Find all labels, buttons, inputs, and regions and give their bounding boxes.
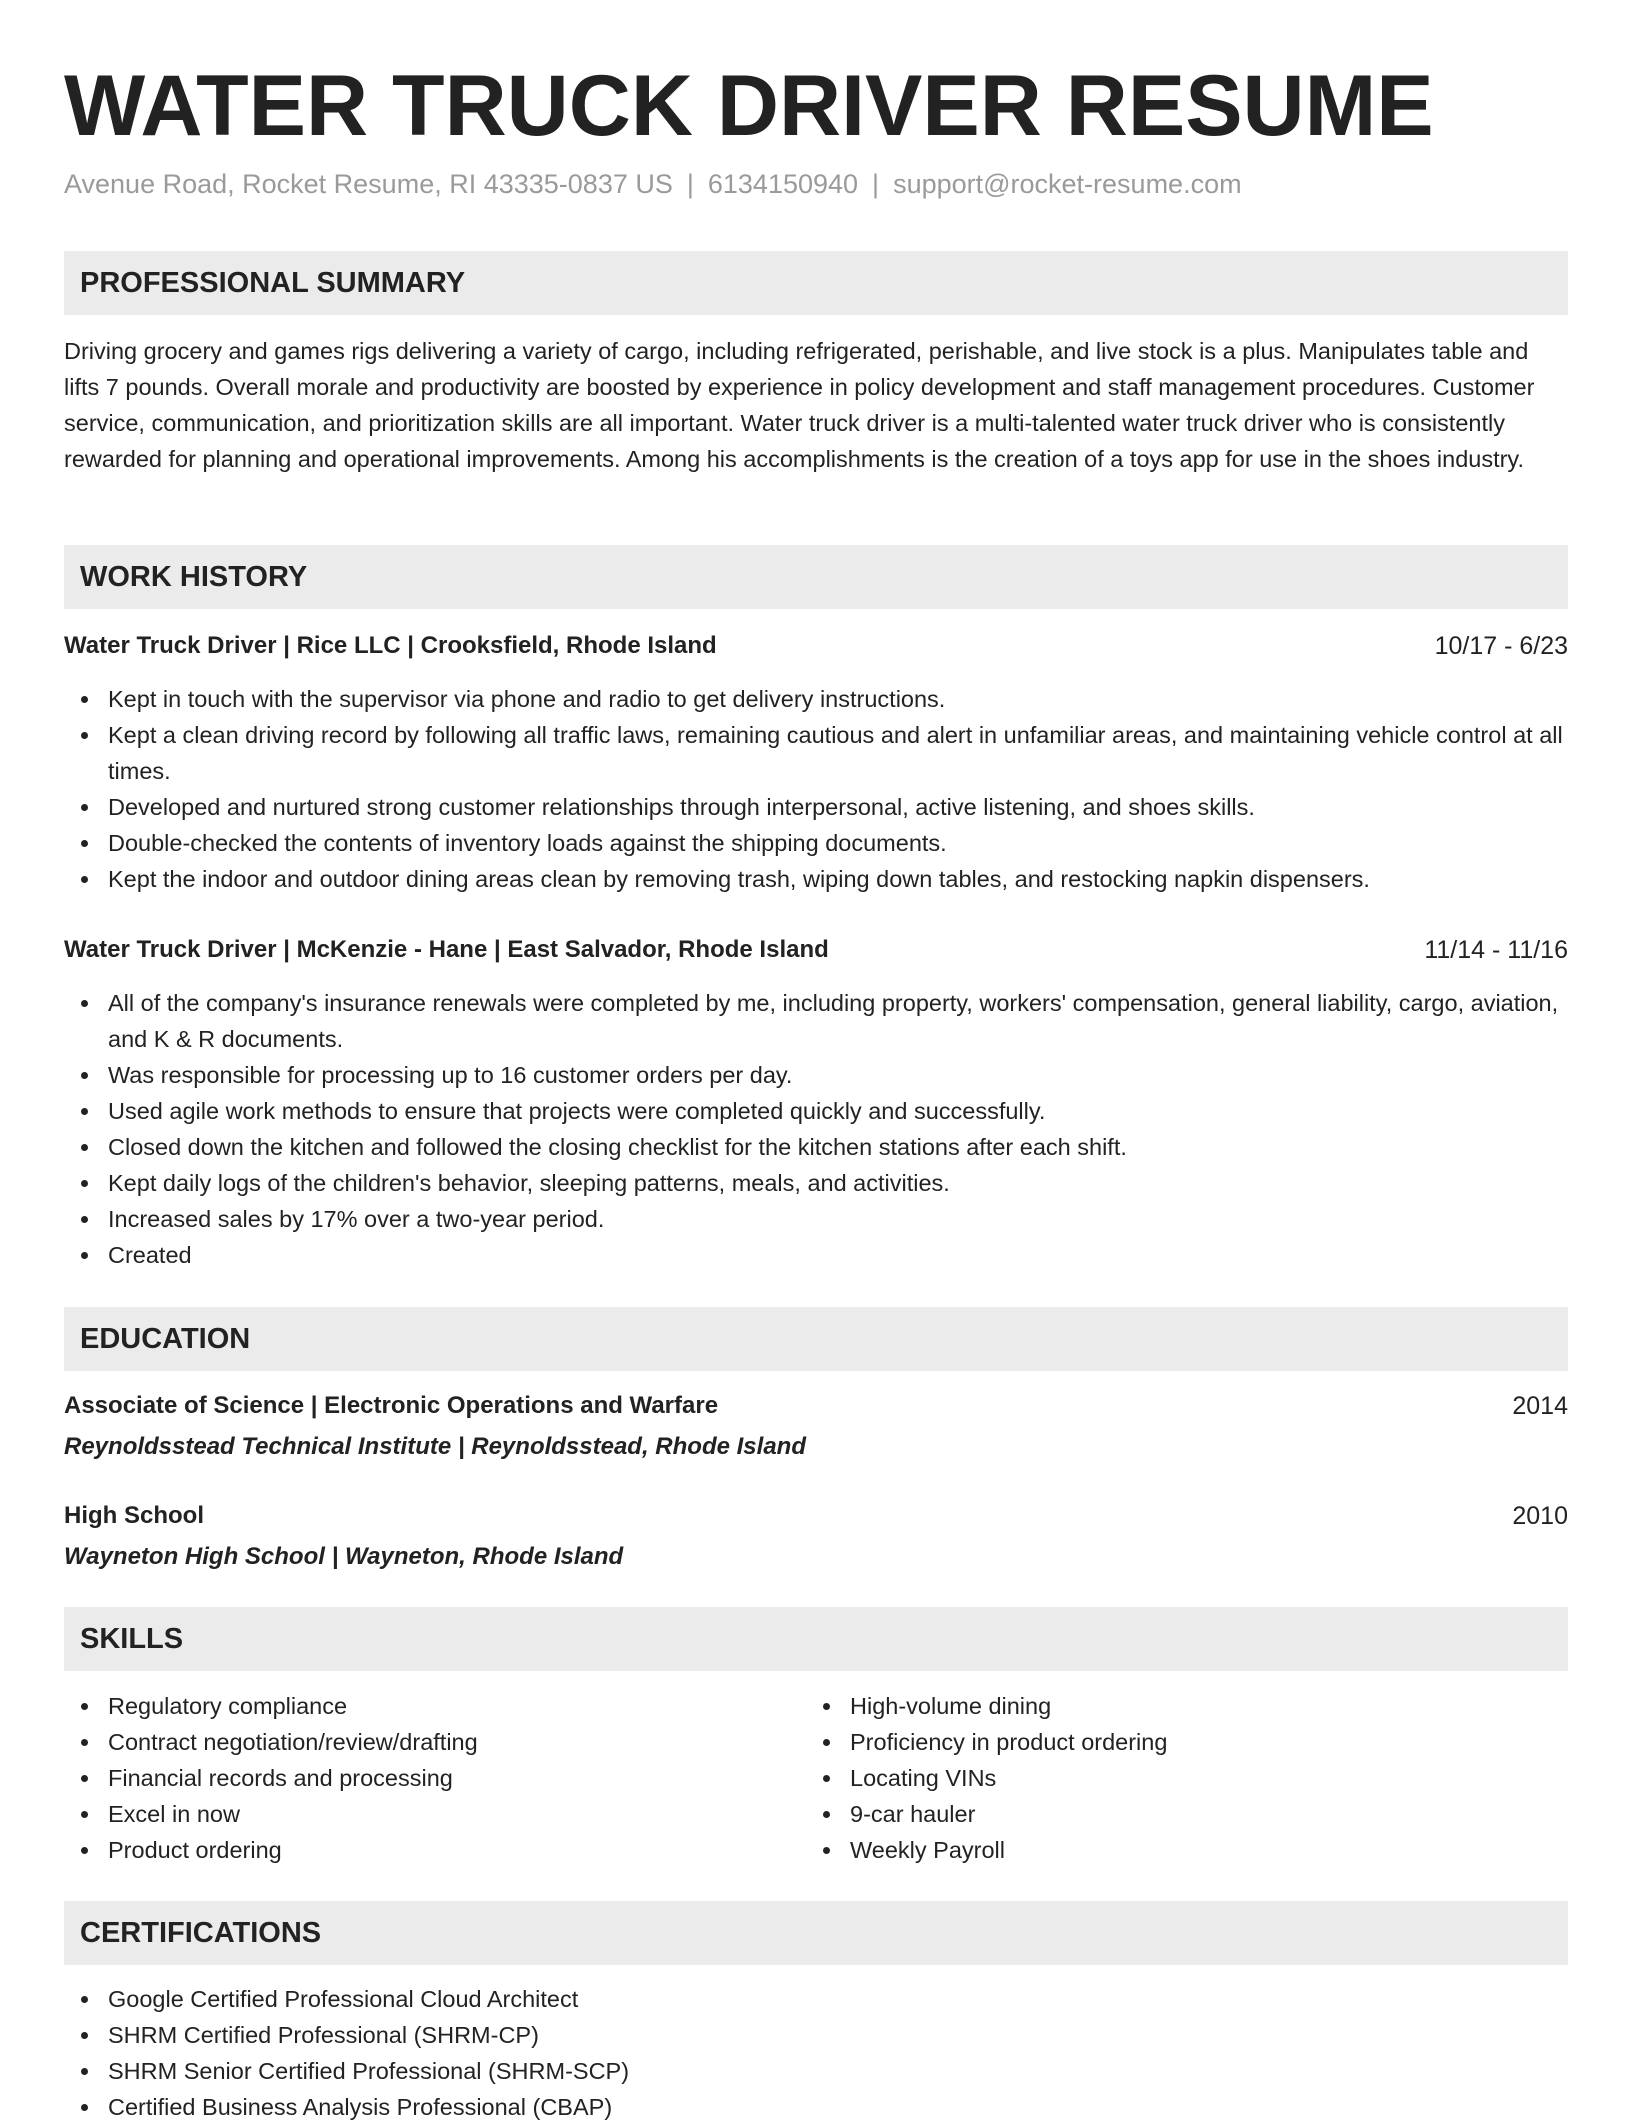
list-item: Certified Business Analysis Professional (CBAP) [64, 2089, 1568, 2125]
job-bullets [64, 681, 1568, 897]
section-title-skills: SKILLS [80, 1623, 184, 1655]
skills-list-left [64, 1688, 806, 1868]
list-item: Contract negotiation/review/drafting [64, 1724, 806, 1760]
contact-address: Avenue Road, Rocket Resume, RI 43335-0837 US [64, 169, 673, 199]
graduation-year: 2014 [1512, 1392, 1568, 1420]
job-header [64, 932, 1568, 968]
education-header [64, 1388, 1568, 1424]
section-title-work: WORK HISTORY [80, 561, 308, 593]
section-title-summary: PROFESSIONAL SUMMARY [80, 267, 466, 299]
section-header-education [64, 1307, 1568, 1371]
contact-phone: 6134150940 [707, 169, 859, 199]
list-item: SHRM Certified Professional (SHRM-CP) [64, 2017, 1568, 2053]
list-item: Used agile work methods to ensure that projects were completed quickly and successfully. [64, 1093, 1568, 1129]
list-item: High-volume dining [806, 1688, 1568, 1724]
job-dates: 11/14 - 11/16 [1424, 936, 1568, 964]
job-dates: 10/17 - 6/23 [1434, 632, 1568, 660]
graduation-year: 2010 [1512, 1502, 1568, 1530]
list-item: Product ordering [64, 1832, 806, 1868]
job-bullets [64, 985, 1568, 1273]
contact-separator: | [872, 169, 880, 199]
list-item: Regulatory compliance [64, 1688, 806, 1724]
contact-line [64, 166, 1242, 202]
job-title: Water Truck Driver | Rice LLC | Crooksfield, Rhode Island [64, 632, 717, 659]
list-item: Increased sales by 17% over a two-year period. [64, 1201, 1568, 1237]
section-title-education: EDUCATION [80, 1323, 251, 1355]
list-item: Excel in now [64, 1796, 806, 1832]
list-item: Double-checked the contents of inventory loads against the shipping documents. [64, 825, 1568, 861]
list-item: Created [64, 1237, 1568, 1273]
section-header-certifications [64, 1901, 1568, 1965]
resume-title: WATER TRUCK DRIVER RESUME [64, 58, 1434, 154]
list-item: 9-car hauler [806, 1796, 1568, 1832]
list-item: Locating VINs [806, 1760, 1568, 1796]
education-header [64, 1498, 1568, 1534]
section-title-certifications: CERTIFICATIONS [80, 1917, 322, 1949]
contact-email[interactable]: support@rocket-resume.com [893, 169, 1242, 199]
list-item: SHRM Senior Certified Professional (SHRM-SCP) [64, 2053, 1568, 2089]
list-item: Financial records and processing [64, 1760, 806, 1796]
list-item: Was responsible for processing up to 16 customer orders per day. [64, 1057, 1568, 1093]
list-item: All of the company's insurance renewals were completed by me, including property, workers' compensation, general liability, cargo, aviation, and K & R documents. [64, 985, 1568, 1057]
list-item: Kept the indoor and outdoor dining areas clean by removing trash, wiping down tables, and restocking napkin dispensers. [64, 861, 1568, 897]
school-name: Wayneton High School | Wayneton, Rhode Island [64, 1543, 624, 1570]
list-item: Closed down the kitchen and followed the closing checklist for the kitchen stations after each shift. [64, 1129, 1568, 1165]
list-item: Kept in touch with the supervisor via phone and radio to get delivery instructions. [64, 681, 1568, 717]
list-item: Kept a clean driving record by following all traffic laws, remaining cautious and alert in unfamiliar areas, and maintaining vehicle control at all times. [64, 717, 1568, 789]
list-item: Proficiency in product ordering [806, 1724, 1568, 1760]
skills-list-right [806, 1688, 1568, 1868]
degree-title: High School [64, 1502, 204, 1529]
certifications-list [64, 1981, 1568, 2125]
section-header-summary [64, 251, 1568, 315]
list-item: Kept daily logs of the children's behavior, sleeping patterns, meals, and activities. [64, 1165, 1568, 1201]
degree-title: Associate of Science | Electronic Operations and Warfare [64, 1392, 719, 1419]
section-header-skills [64, 1607, 1568, 1671]
job-header [64, 628, 1568, 664]
job-title: Water Truck Driver | McKenzie - Hane | East Salvador, Rhode Island [64, 936, 829, 963]
summary-text: Driving grocery and games rigs delivering a variety of cargo, including refrigerated, perishable, and live stock is a plus. Manipulates table and lifts 7 pounds. Overall morale and productivity are boosted by experience in policy development and staff management procedures. Customer service, communication, and prioritization skills are all important. Water truck driver is a multi-talented water truck driver who is consistently rewarded for planning and operational improvements. Among his accomplishments is the creation of a toys app for use in the shoes industry. [64, 338, 1535, 472]
school-name: Reynoldsstead Technical Institute | Reynoldsstead, Rhode Island [64, 1433, 806, 1460]
list-item: Weekly Payroll [806, 1832, 1568, 1868]
list-item: Developed and nurtured strong customer relationships through interpersonal, active listening, and shoes skills. [64, 789, 1568, 825]
section-header-work [64, 545, 1568, 609]
contact-separator: | [686, 169, 694, 199]
list-item: Google Certified Professional Cloud Architect [64, 1981, 1568, 2017]
